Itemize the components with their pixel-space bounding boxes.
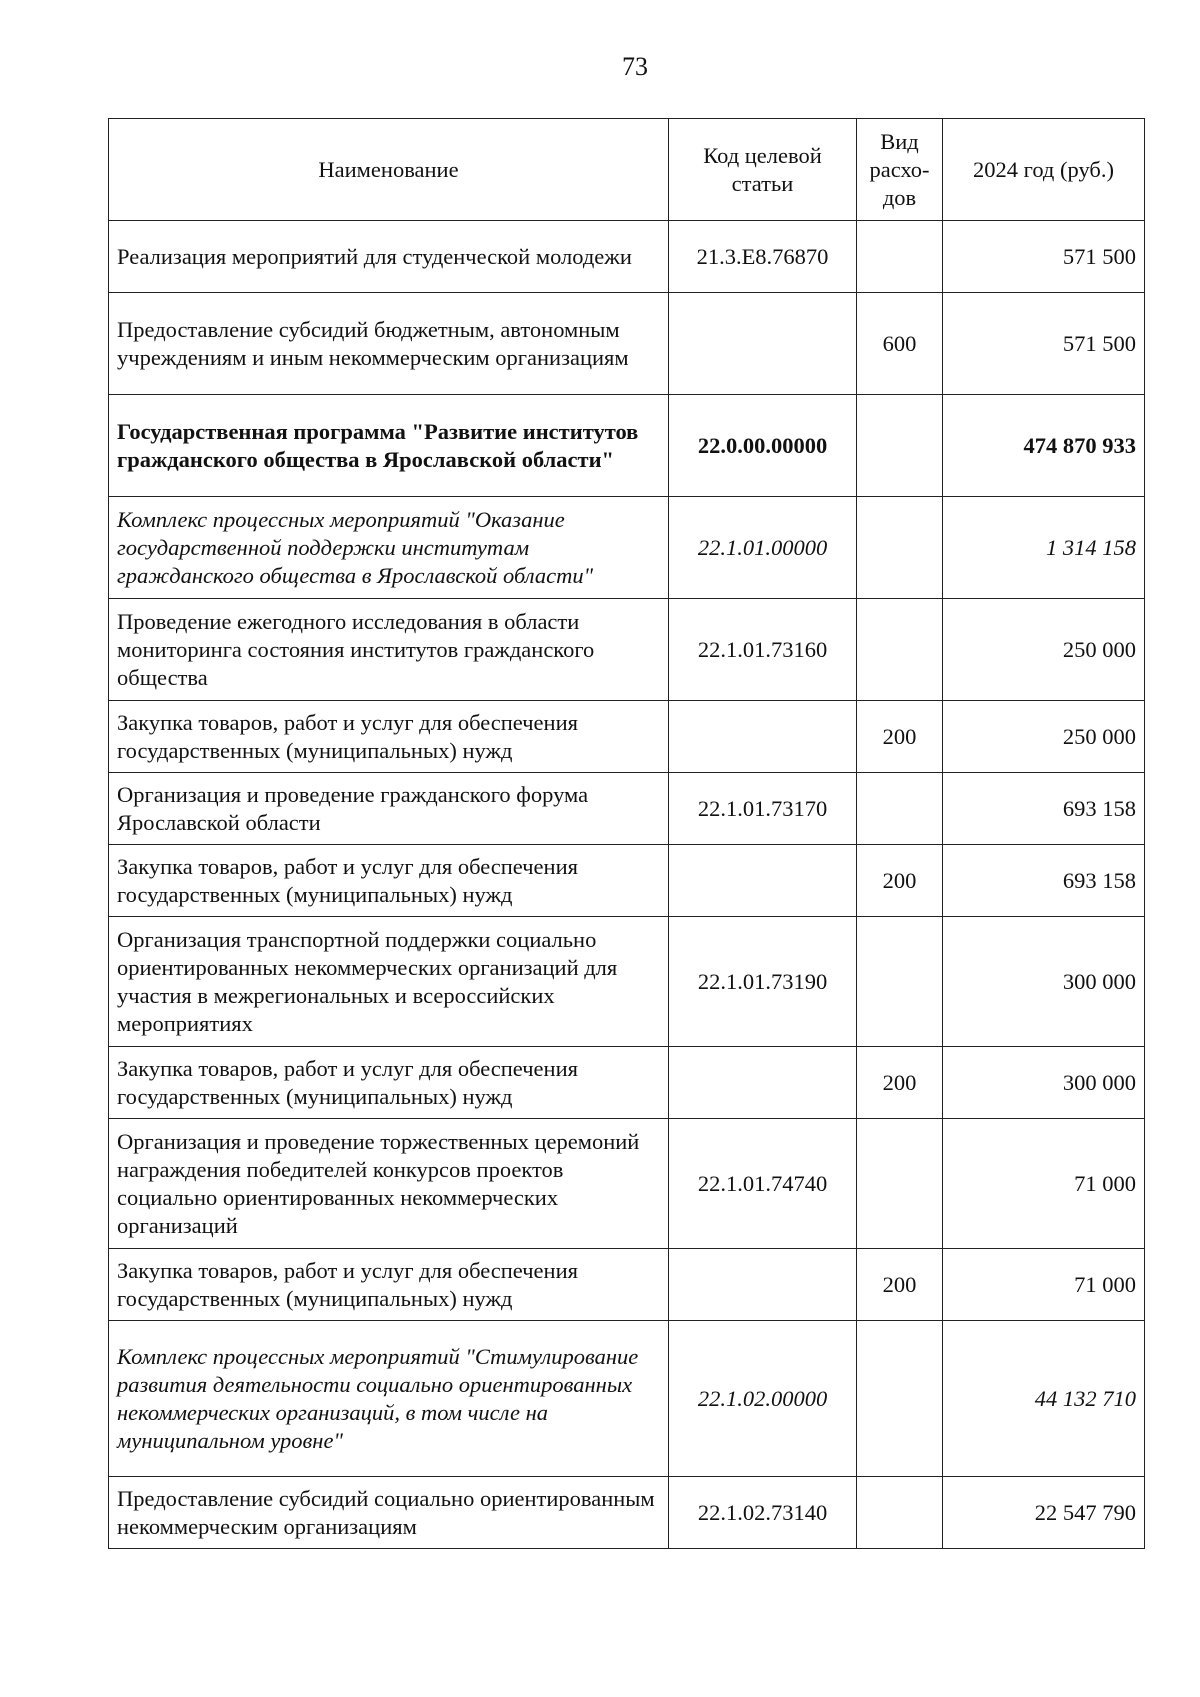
cell-name: Комплекс процессных мероприятий "Оказание государственной поддержки институтам гражданского общества в Ярославской области": [109, 497, 669, 599]
cell-amount: 250 000: [943, 701, 1145, 773]
table-row: [109, 773, 1145, 845]
cell-code: 22.1.01.00000: [669, 497, 857, 599]
cell-type: [857, 599, 943, 701]
table-row: [109, 221, 1145, 293]
header-code: Код целевой статьи: [669, 119, 857, 221]
cell-type: [857, 221, 943, 293]
cell-type: 200: [857, 1249, 943, 1321]
cell-code: 22.1.01.74740: [669, 1119, 857, 1249]
table-row: [109, 1321, 1145, 1477]
table-row: [109, 1477, 1145, 1549]
cell-name: Организация и проведение торжественных церемоний награждения победителей конкурсов проектов социально ориентированных некоммерческих организаций: [109, 1119, 669, 1249]
cell-type: [857, 917, 943, 1047]
cell-name: Реализация мероприятий для студенческой молодежи: [109, 221, 669, 293]
cell-code: 22.1.01.73170: [669, 773, 857, 845]
cell-amount: 71 000: [943, 1119, 1145, 1249]
cell-type: 200: [857, 845, 943, 917]
cell-name: Проведение ежегодного исследования в области мониторинга состояния институтов гражданского общества: [109, 599, 669, 701]
cell-amount: 250 000: [943, 599, 1145, 701]
cell-name: Организация транспортной поддержки социально ориентированных некоммерческих организаций для участия в межрегиональных и всероссийских мероприятиях: [109, 917, 669, 1047]
cell-amount: 1 314 158: [943, 497, 1145, 599]
table-row: [109, 845, 1145, 917]
cell-code: 22.0.00.00000: [669, 395, 857, 497]
cell-code: 22.1.01.73160: [669, 599, 857, 701]
cell-amount: 44 132 710: [943, 1321, 1145, 1477]
header-type: Вид расхо-дов: [857, 119, 943, 221]
cell-type: [857, 1321, 943, 1477]
cell-code: [669, 701, 857, 773]
cell-type: [857, 497, 943, 599]
cell-code: [669, 293, 857, 395]
header-amount: 2024 год (руб.): [943, 119, 1145, 221]
cell-name: Предоставление субсидий бюджетным, автономным учреждениям и иным некоммерческим организациям: [109, 293, 669, 395]
cell-name: Закупка товаров, работ и услуг для обеспечения государственных (муниципальных) нужд: [109, 1249, 669, 1321]
table-row: [109, 701, 1145, 773]
cell-type: 200: [857, 1047, 943, 1119]
table-header-row: [109, 119, 1145, 221]
cell-name: Закупка товаров, работ и услуг для обеспечения государственных (муниципальных) нужд: [109, 701, 669, 773]
cell-amount: 693 158: [943, 845, 1145, 917]
cell-amount: 571 500: [943, 221, 1145, 293]
cell-amount: 300 000: [943, 1047, 1145, 1119]
cell-name: Организация и проведение гражданского форума Ярославской области: [109, 773, 669, 845]
cell-code: 22.1.02.73140: [669, 1477, 857, 1549]
cell-type: 200: [857, 701, 943, 773]
cell-type: [857, 773, 943, 845]
cell-amount: 571 500: [943, 293, 1145, 395]
cell-name: Закупка товаров, работ и услуг для обеспечения государственных (муниципальных) нужд: [109, 845, 669, 917]
table-row: [109, 1047, 1145, 1119]
cell-code: [669, 845, 857, 917]
cell-name: Закупка товаров, работ и услуг для обеспечения государственных (муниципальных) нужд: [109, 1047, 669, 1119]
table-row: [109, 1249, 1145, 1321]
table-row: [109, 395, 1145, 497]
cell-type: [857, 1119, 943, 1249]
cell-code: [669, 1047, 857, 1119]
table-row: [109, 917, 1145, 1047]
cell-type: [857, 1477, 943, 1549]
cell-code: 21.3.Е8.76870: [669, 221, 857, 293]
cell-code: [669, 1249, 857, 1321]
cell-amount: 693 158: [943, 773, 1145, 845]
cell-amount: 71 000: [943, 1249, 1145, 1321]
table-body: [109, 221, 1145, 1549]
budget-table: [108, 118, 1145, 1549]
cell-amount: 22 547 790: [943, 1477, 1145, 1549]
cell-type: [857, 395, 943, 497]
cell-name: Предоставление субсидий социально ориентированным некоммерческим организациям: [109, 1477, 669, 1549]
table-row: [109, 599, 1145, 701]
header-name: Наименование: [109, 119, 669, 221]
table-row: [109, 1119, 1145, 1249]
cell-name: Комплекс процессных мероприятий "Стимулирование развития деятельности социально ориентированных некоммерческих организаций, в том числе на муниципальном уровне": [109, 1321, 669, 1477]
cell-type: 600: [857, 293, 943, 395]
page-number: 73: [622, 52, 648, 81]
cell-code: 22.1.01.73190: [669, 917, 857, 1047]
cell-code: 22.1.02.00000: [669, 1321, 857, 1477]
cell-amount: 474 870 933: [943, 395, 1145, 497]
cell-amount: 300 000: [943, 917, 1145, 1047]
cell-name: Государственная программа "Развитие институтов гражданского общества в Ярославской области": [109, 395, 669, 497]
table-row: [109, 293, 1145, 395]
table-row: [109, 497, 1145, 599]
